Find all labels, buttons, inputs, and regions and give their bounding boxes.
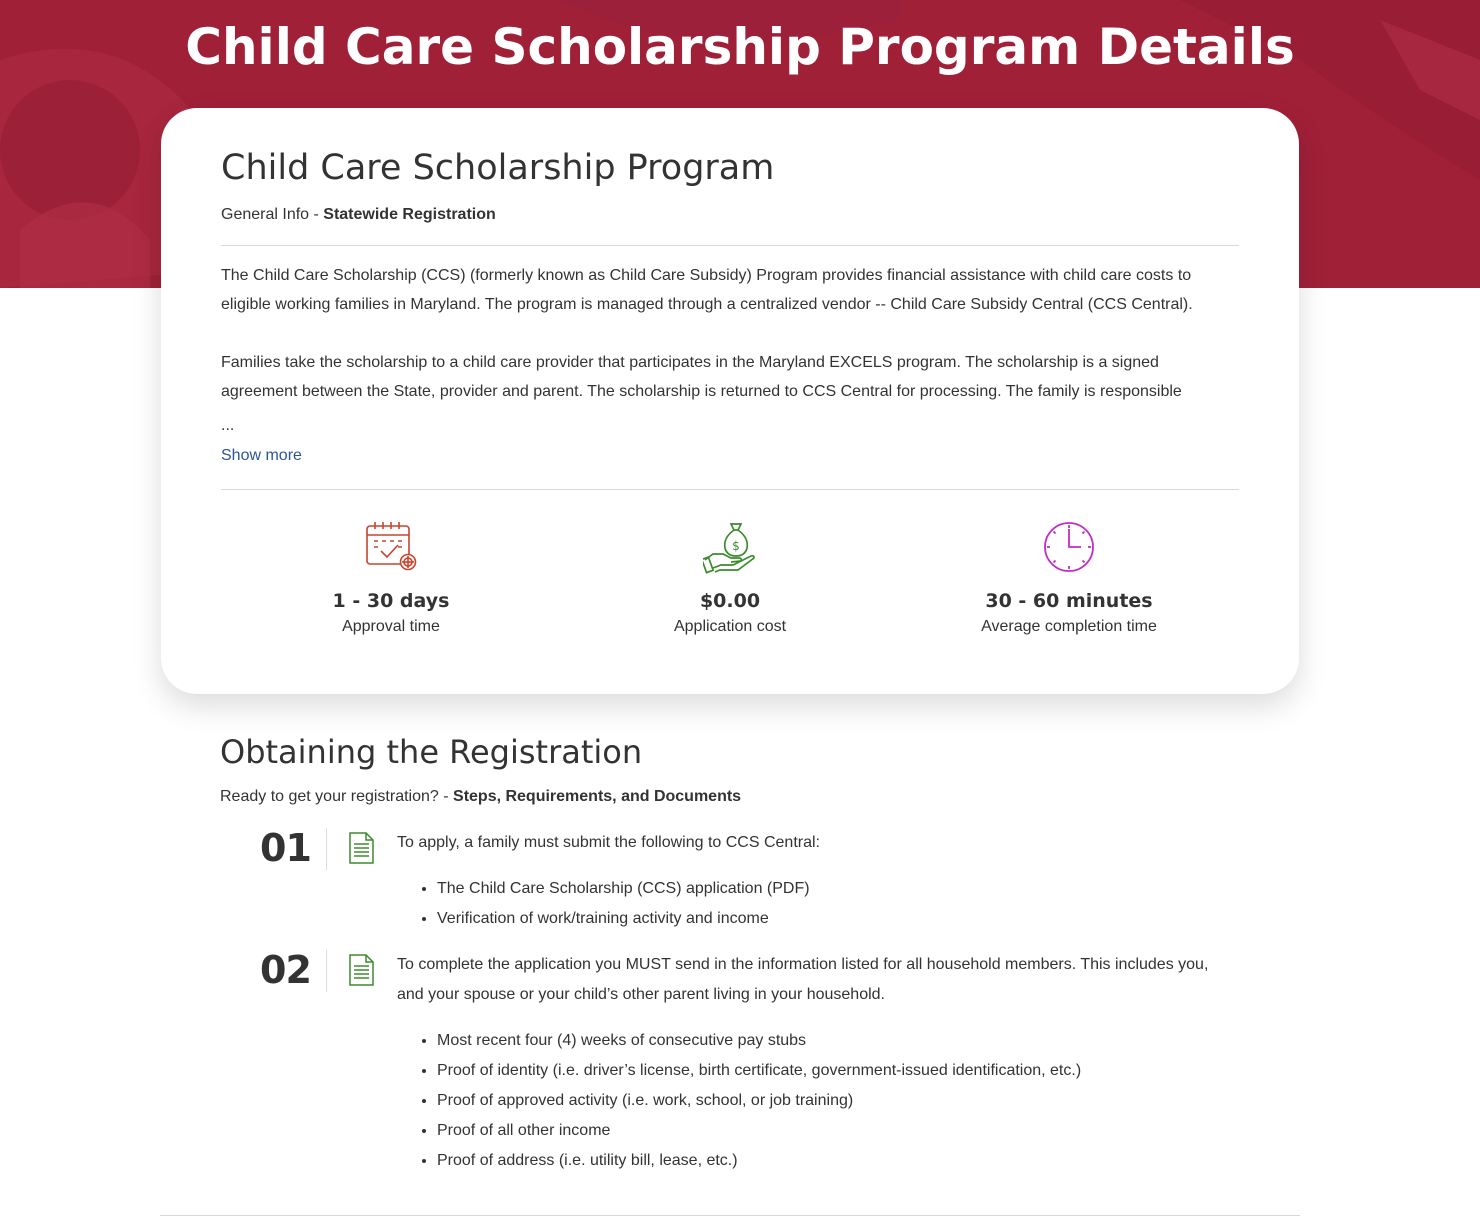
document-icon	[349, 954, 375, 986]
step-number: 01	[260, 826, 311, 870]
stat-value: 30 - 60 minutes	[985, 590, 1153, 612]
stat-application-cost	[560, 520, 900, 636]
list-item: • Proof of identity (i.e. driver’s license, birth certificate, government-issued identification, etc.)	[437, 1056, 1277, 1086]
calendar-check-icon	[364, 520, 418, 572]
subtitle-prefix: General Info -	[221, 206, 324, 223]
program-description	[221, 261, 1239, 435]
show-more-link[interactable]: Show more	[221, 447, 302, 464]
divider	[160, 1215, 1300, 1216]
program-card	[161, 108, 1299, 694]
subtitle-bold: Steps, Requirements, and Documents	[453, 788, 742, 805]
subtitle-prefix: Ready to get your registration? -	[220, 788, 454, 805]
list-item: • Most recent four (4) weeks of consecutive pay stubs	[437, 1026, 1277, 1056]
divider	[221, 245, 1239, 246]
program-subtitle	[221, 206, 496, 224]
section-subtitle	[220, 788, 741, 806]
step-separator	[326, 950, 327, 992]
list-item: • Proof of approved activity (i.e. work, school, or job training)	[437, 1086, 1277, 1116]
stat-value: 1 - 30 days	[332, 590, 450, 612]
step-requirements-list	[397, 874, 1277, 934]
description-paragraph: The Child Care Scholarship (CCS) (formerly known as Child Care Subsidy) Program provides financial assistance with child care costs to eligible working families in Maryland. The program is managed through a centralized vendor -- Child Care Subsidy Central (CCS Central).	[221, 267, 1193, 313]
money-bag-hand-icon	[703, 520, 757, 574]
step-number: 02	[260, 948, 311, 992]
document-icon	[349, 832, 375, 864]
step-separator	[326, 828, 327, 870]
step-requirements-list	[397, 1026, 1277, 1176]
stat-completion-time	[899, 520, 1239, 636]
svg-text:$: $	[732, 539, 740, 553]
list-item: • Proof of address (i.e. utility bill, lease, etc.)	[437, 1146, 1277, 1176]
list-item: • The Child Care Scholarship (CCS) application (PDF)	[437, 874, 1277, 904]
description-paragraph: Families take the scholarship to a child care provider that participates in the Maryland EXCELS program. The scholarship is a signed agreement between the State, provider and parent. The scholarship is returned to CCS Central for processing. The family is responsible	[221, 354, 1182, 400]
list-item: • Verification of work/training activity and income	[437, 904, 1277, 934]
program-title: Child Care Scholarship Program	[221, 148, 775, 188]
section-title: Obtaining the Registration	[220, 733, 643, 771]
stat-label: Average completion time	[981, 618, 1157, 635]
stat-approval-time	[221, 520, 561, 636]
stat-label: Approval time	[342, 618, 440, 635]
divider	[221, 489, 1239, 490]
clock-icon	[1042, 520, 1096, 574]
page-title: Child Care Scholarship Program Details	[185, 18, 1295, 76]
stat-label: Application cost	[673, 618, 787, 635]
list-item: • Proof of all other income	[437, 1116, 1277, 1146]
step-text: To apply, a family must submit the following to CCS Central:	[397, 834, 820, 851]
truncation-ellipsis: ...	[221, 417, 235, 434]
subtitle-bold: Statewide Registration	[323, 206, 496, 223]
step-text: To complete the application you MUST send in the information listed for all household members. This includes you, and your spouse or your child’s other parent living in your household.	[397, 956, 1209, 1003]
stat-value: $0.00	[699, 590, 761, 612]
